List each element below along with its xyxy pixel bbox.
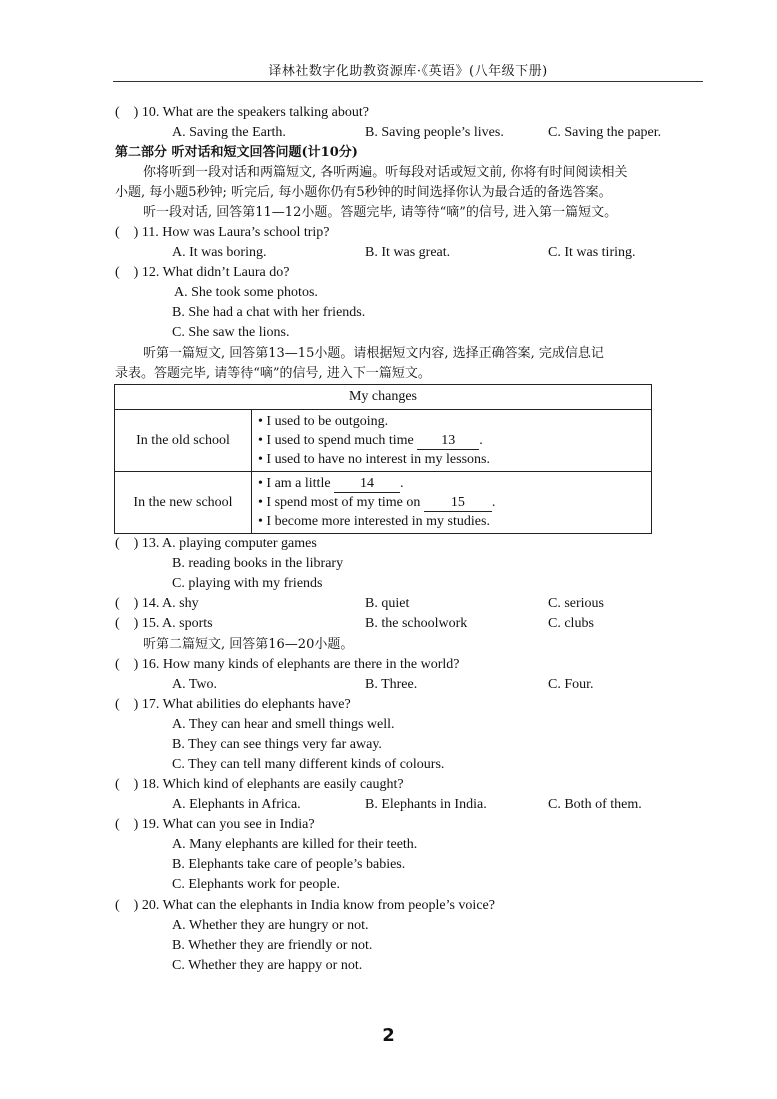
my-changes-table xyxy=(114,384,652,534)
table-cell-old xyxy=(252,410,652,472)
q17-option-b: B. They can see things very far away. xyxy=(172,737,382,752)
header-rule xyxy=(113,81,703,82)
q18-option-b: B. Elephants in India. xyxy=(365,797,487,812)
question-17: ( ) 17. What abilities do elephants have? xyxy=(115,697,351,712)
old-item-2-text: • I used to spend much time xyxy=(258,433,418,448)
q20-option-b: B. Whether they are friendly or not. xyxy=(172,938,373,953)
new-item-3: • I become more interested in my studies. xyxy=(258,514,490,529)
old-item-2 xyxy=(258,431,651,450)
q19-option-c: C. Elephants work for people. xyxy=(172,877,340,892)
question-18: ( ) 18. Which kind of elephants are easily caught? xyxy=(115,777,404,792)
q12-option-b: B. She had a chat with her friends. xyxy=(172,305,366,320)
passage1-instruction-line2: 录表。答题完毕, 请等待“嘀”的信号, 进入下一篇短文。 xyxy=(115,366,431,381)
passage1-instruction-line1: 听第一篇短文, 回答第13—15小题。请根据短文内容, 选择正确答案, 完成信息记 xyxy=(143,346,604,361)
question-16: ( ) 16. How many kinds of elephants are there in the world? xyxy=(115,657,460,672)
part2-title: 第二部分 听对话和短文回答问题(计10分) xyxy=(115,145,358,160)
q15-option-c: C. clubs xyxy=(548,616,594,631)
question-10: ( ) 10. What are the speakers talking about? xyxy=(115,105,369,120)
new-item-2 xyxy=(258,493,651,512)
part2-intro-line2: 小题, 每小题5秒钟; 听完后, 每小题你仍有5秒钟的时间选择你认为最合适的备选答案。 xyxy=(115,185,612,200)
q11-option-b: B. It was great. xyxy=(365,245,451,260)
q13-option-c: C. playing with my friends xyxy=(172,576,323,591)
new-item-2-text: • I spend most of my time on xyxy=(258,495,424,510)
new-item-1-end: . xyxy=(400,476,404,491)
new-item-1-text: • I am a little xyxy=(258,476,335,491)
blank-15: 15 xyxy=(424,495,492,512)
q19-option-b: B. Elephants take care of people’s babies. xyxy=(172,857,406,872)
q20-option-c: C. Whether they are happy or not. xyxy=(172,958,363,973)
part2-intro-line1: 你将听到一段对话和两篇短文, 各听两遍。听每段对话或短文前, 你将有时间阅读相关 xyxy=(143,165,628,180)
q12-option-c: C. She saw the lions. xyxy=(172,325,290,340)
q10-option-a: A. Saving the Earth. xyxy=(172,125,286,140)
q20-option-a: A. Whether they are hungry or not. xyxy=(172,918,369,933)
table-row-label-new: In the new school xyxy=(115,472,252,534)
passage2-instruction: 听第二篇短文, 回答第16—20小题。 xyxy=(143,637,354,652)
q10-option-b: B. Saving people’s lives. xyxy=(365,125,504,140)
question-12: ( ) 12. What didn’t Laura do? xyxy=(115,265,290,280)
question-13: ( ) 13. A. playing computer games xyxy=(115,536,317,551)
q18-option-c: C. Both of them. xyxy=(548,797,642,812)
q12-option-a: A. She took some photos. xyxy=(174,285,318,300)
q16-option-b: B. Three. xyxy=(365,677,418,692)
q17-option-a: A. They can hear and smell things well. xyxy=(172,717,395,732)
q13-option-b: B. reading books in the library xyxy=(172,556,344,571)
q15-option-b: B. the schoolwork xyxy=(365,616,468,631)
q16-option-c: C. Four. xyxy=(548,677,594,692)
new-item-2-end: . xyxy=(491,495,496,510)
q11-option-c: C. It was tiring. xyxy=(548,245,636,260)
q19-option-a: A. Many elephants are killed for their teeth. xyxy=(172,837,418,852)
old-item-1: • I used to be outgoing. xyxy=(258,414,389,429)
q14-option-c: C. serious xyxy=(548,596,604,611)
old-item-2-end: . xyxy=(479,433,483,448)
table-row-label-old: In the old school xyxy=(115,410,252,472)
blank-14: 14 xyxy=(334,476,400,493)
new-item-1 xyxy=(258,474,651,493)
question-14: ( ) 14. A. shy xyxy=(115,596,199,611)
blank-13: 13 xyxy=(417,433,479,450)
q10-option-c: C. Saving the paper. xyxy=(548,125,662,140)
table-title: My changes xyxy=(115,385,652,410)
q17-option-c: C. They can tell many different kinds of colours. xyxy=(172,757,445,772)
question-15: ( ) 15. A. sports xyxy=(115,616,213,631)
question-11: ( ) 11. How was Laura’s school trip? xyxy=(115,225,330,240)
table-cell-new xyxy=(252,472,652,534)
question-19: ( ) 19. What can you see in India? xyxy=(115,817,315,832)
q18-option-a: A. Elephants in Africa. xyxy=(172,797,301,812)
running-header: 译林社数字化助教资源库·《英语》(八年级下册) xyxy=(268,64,548,79)
dialog-instruction: 听一段对话, 回答第11—12小题。答题完毕, 请等待“嘀”的信号, 进入第一篇短文。 xyxy=(143,205,618,220)
q11-option-a: A. It was boring. xyxy=(172,245,267,260)
question-20: ( ) 20. What can the elephants in India know from people’s voice? xyxy=(115,898,495,913)
old-item-3: • I used to have no interest in my lessons. xyxy=(258,452,490,467)
page-number: 2 xyxy=(382,1025,395,1046)
q16-option-a: A. Two. xyxy=(172,677,218,692)
q14-option-b: B. quiet xyxy=(365,596,410,611)
